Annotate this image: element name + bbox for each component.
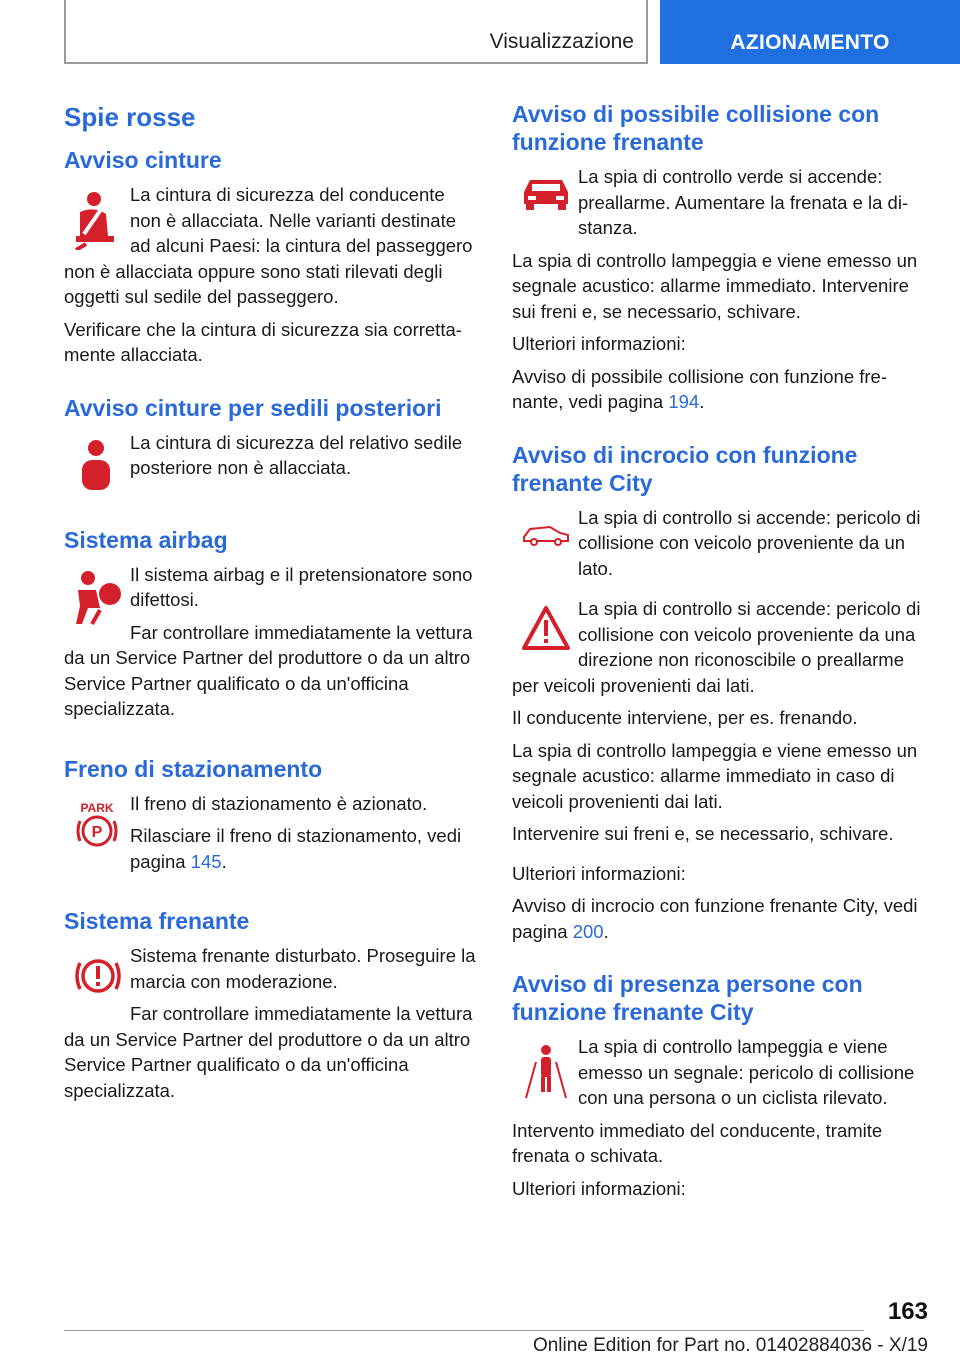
brake-system-icon xyxy=(64,943,130,1013)
section-body xyxy=(64,791,478,882)
left-column xyxy=(64,100,478,1136)
paragraph: La spia di controllo si accende: pericolo di collisione con veicolo proveniente da un lato. xyxy=(578,506,921,579)
footer-divider xyxy=(64,1330,864,1331)
paragraph: Ulteriori informazioni: xyxy=(512,333,686,354)
text: . xyxy=(603,920,609,942)
section-body xyxy=(64,430,478,500)
paragraph: Intervenire sui freni e, se necessario, schivare. xyxy=(512,823,894,844)
section-heading: Avviso cinture xyxy=(64,147,222,173)
page-link-200[interactable]: 200 xyxy=(572,920,604,942)
paragraph: La cintura di sicurezza del relativo sedile posteriore non è allacciata. xyxy=(130,431,463,478)
section-heading: Avviso di possibile collisione con funzione frenante xyxy=(512,101,880,155)
text: . xyxy=(699,391,705,412)
section-body xyxy=(64,943,478,1110)
header-section-label: Visualizzazione xyxy=(489,30,634,53)
page-link-194[interactable]: 194 xyxy=(668,391,700,412)
section-body xyxy=(512,596,930,705)
section-heading: Avviso cinture per sedili posteriori xyxy=(64,394,442,421)
section-body xyxy=(64,182,478,317)
section-seatbelt xyxy=(64,146,478,368)
page-title: Spie rosse xyxy=(64,102,196,132)
page-link-145[interactable]: 145 xyxy=(190,850,222,872)
paragraph: La spia di controllo verde si accende: preallarme. Aumentare la frenata e la distanza. xyxy=(578,166,909,238)
paragraph: Il conducente interviene, per es. frenando. xyxy=(512,707,858,728)
right-column xyxy=(512,100,930,1227)
section-heading: Freno di stazionamento xyxy=(64,755,323,782)
section-body xyxy=(512,164,930,248)
section-cross-traffic xyxy=(512,441,930,945)
paragraph xyxy=(512,364,930,415)
paragraph: Ulteriori informazioni: xyxy=(512,862,686,884)
paragraph: Intervento immediato del conducente, tramite frenata o schivata. xyxy=(512,1119,883,1166)
section-heading: Avviso di presenza persone con funzione frenante City xyxy=(512,971,863,1025)
paragraph: La cintura di sicurezza del conducente non è allacciata. Nelle varianti destinate ad alcuni Paesi: la cintura del passeggero non è allacciata oppure sono stati rilevati degli oggetti sul sedile del passeggero. xyxy=(64,184,473,307)
paragraph: La spia di controllo lampeggia e viene emesso un segnale acustico: allarme immediato in caso di veicoli provenienti dai lati. xyxy=(512,739,918,812)
park-label: PARK xyxy=(80,800,114,815)
paragraph: Sistema frenante disturbato. Proseguire la marcia con moderazione. xyxy=(130,945,476,992)
section-heading: Sistema frenante xyxy=(64,908,250,934)
paragraph: La spia di controllo lampeggia e viene emesso un segnale acustico: allarme immediato. Intervenire sui freni e, se necessario, schivare. xyxy=(512,249,918,322)
section-body xyxy=(512,1034,930,1118)
section-brake-system xyxy=(64,907,478,1110)
section-pedestrian-warning xyxy=(512,970,930,1201)
section-body xyxy=(64,562,478,729)
side-car-icon xyxy=(512,505,578,575)
text: Rilasciare il freno di stazionamento, vedi pagina xyxy=(130,825,462,872)
section-collision-warning xyxy=(512,100,930,415)
paragraph xyxy=(512,893,930,944)
section-rear-seatbelt xyxy=(64,394,478,500)
section-parking-brake xyxy=(64,755,478,882)
car-collision-icon xyxy=(512,164,578,234)
header-chapter-tab xyxy=(660,0,960,64)
paragraph: Ulteriori informazioni: xyxy=(512,1177,686,1199)
paragraph: Verificare che la cintura di sicurezza sia correttamente allacciata. xyxy=(64,318,462,365)
rear-seatbelt-icon xyxy=(64,430,130,500)
header-section-box xyxy=(64,0,648,64)
paragraph: Il sistema airbag e il pretensionatore sono difettosi. xyxy=(130,563,473,610)
svg-text:P: P xyxy=(91,823,103,841)
paragraph: Il freno di stazionamento è azionato. xyxy=(130,792,428,814)
seatbelt-warning-icon xyxy=(64,182,130,252)
page-number: 163 xyxy=(887,1298,928,1325)
paragraph: Far controllare immediatamente la vettura da un Service Partner del produttore o da un altro Service Partner qualificato o da un'officina specializzata. xyxy=(64,621,473,719)
airbag-icon xyxy=(64,562,130,632)
header-chapter-label: AZIONAMENTO xyxy=(730,31,890,54)
text: Avviso di incrocio con funzione frenante City, vedi pagina xyxy=(512,895,918,942)
text: . xyxy=(221,850,227,872)
warning-triangle-icon xyxy=(512,596,578,666)
footer-edition: Online Edition for Part no. 01402884036 - X/19 xyxy=(532,1335,928,1356)
paragraph: La spia di controllo si accende: pericolo di collisione con veicolo proveniente da una direzione non riconoscibile o preallarme per veicoli provenienti dai lati. xyxy=(512,598,921,696)
section-heading: Avviso di incrocio con funzione frenante City xyxy=(512,441,858,496)
pedestrian-icon xyxy=(512,1034,578,1104)
section-body xyxy=(512,505,930,589)
parking-brake-icon xyxy=(64,791,130,861)
paragraph: La spia di controllo lampeggia e viene emesso un segnale: pericolo di collisione con una persona o un ciclista rilevato. xyxy=(578,1036,915,1108)
section-airbag xyxy=(64,526,478,729)
paragraph: Far controllare immediatamente la vettura da un Service Partner del produttore o da un altro Service Partner qualificato o da un'officina specializzata. xyxy=(64,1003,473,1101)
section-heading: Sistema airbag xyxy=(64,526,228,553)
text: Avviso di possibile collisione con funzione frenante, vedi pagina xyxy=(512,365,888,412)
